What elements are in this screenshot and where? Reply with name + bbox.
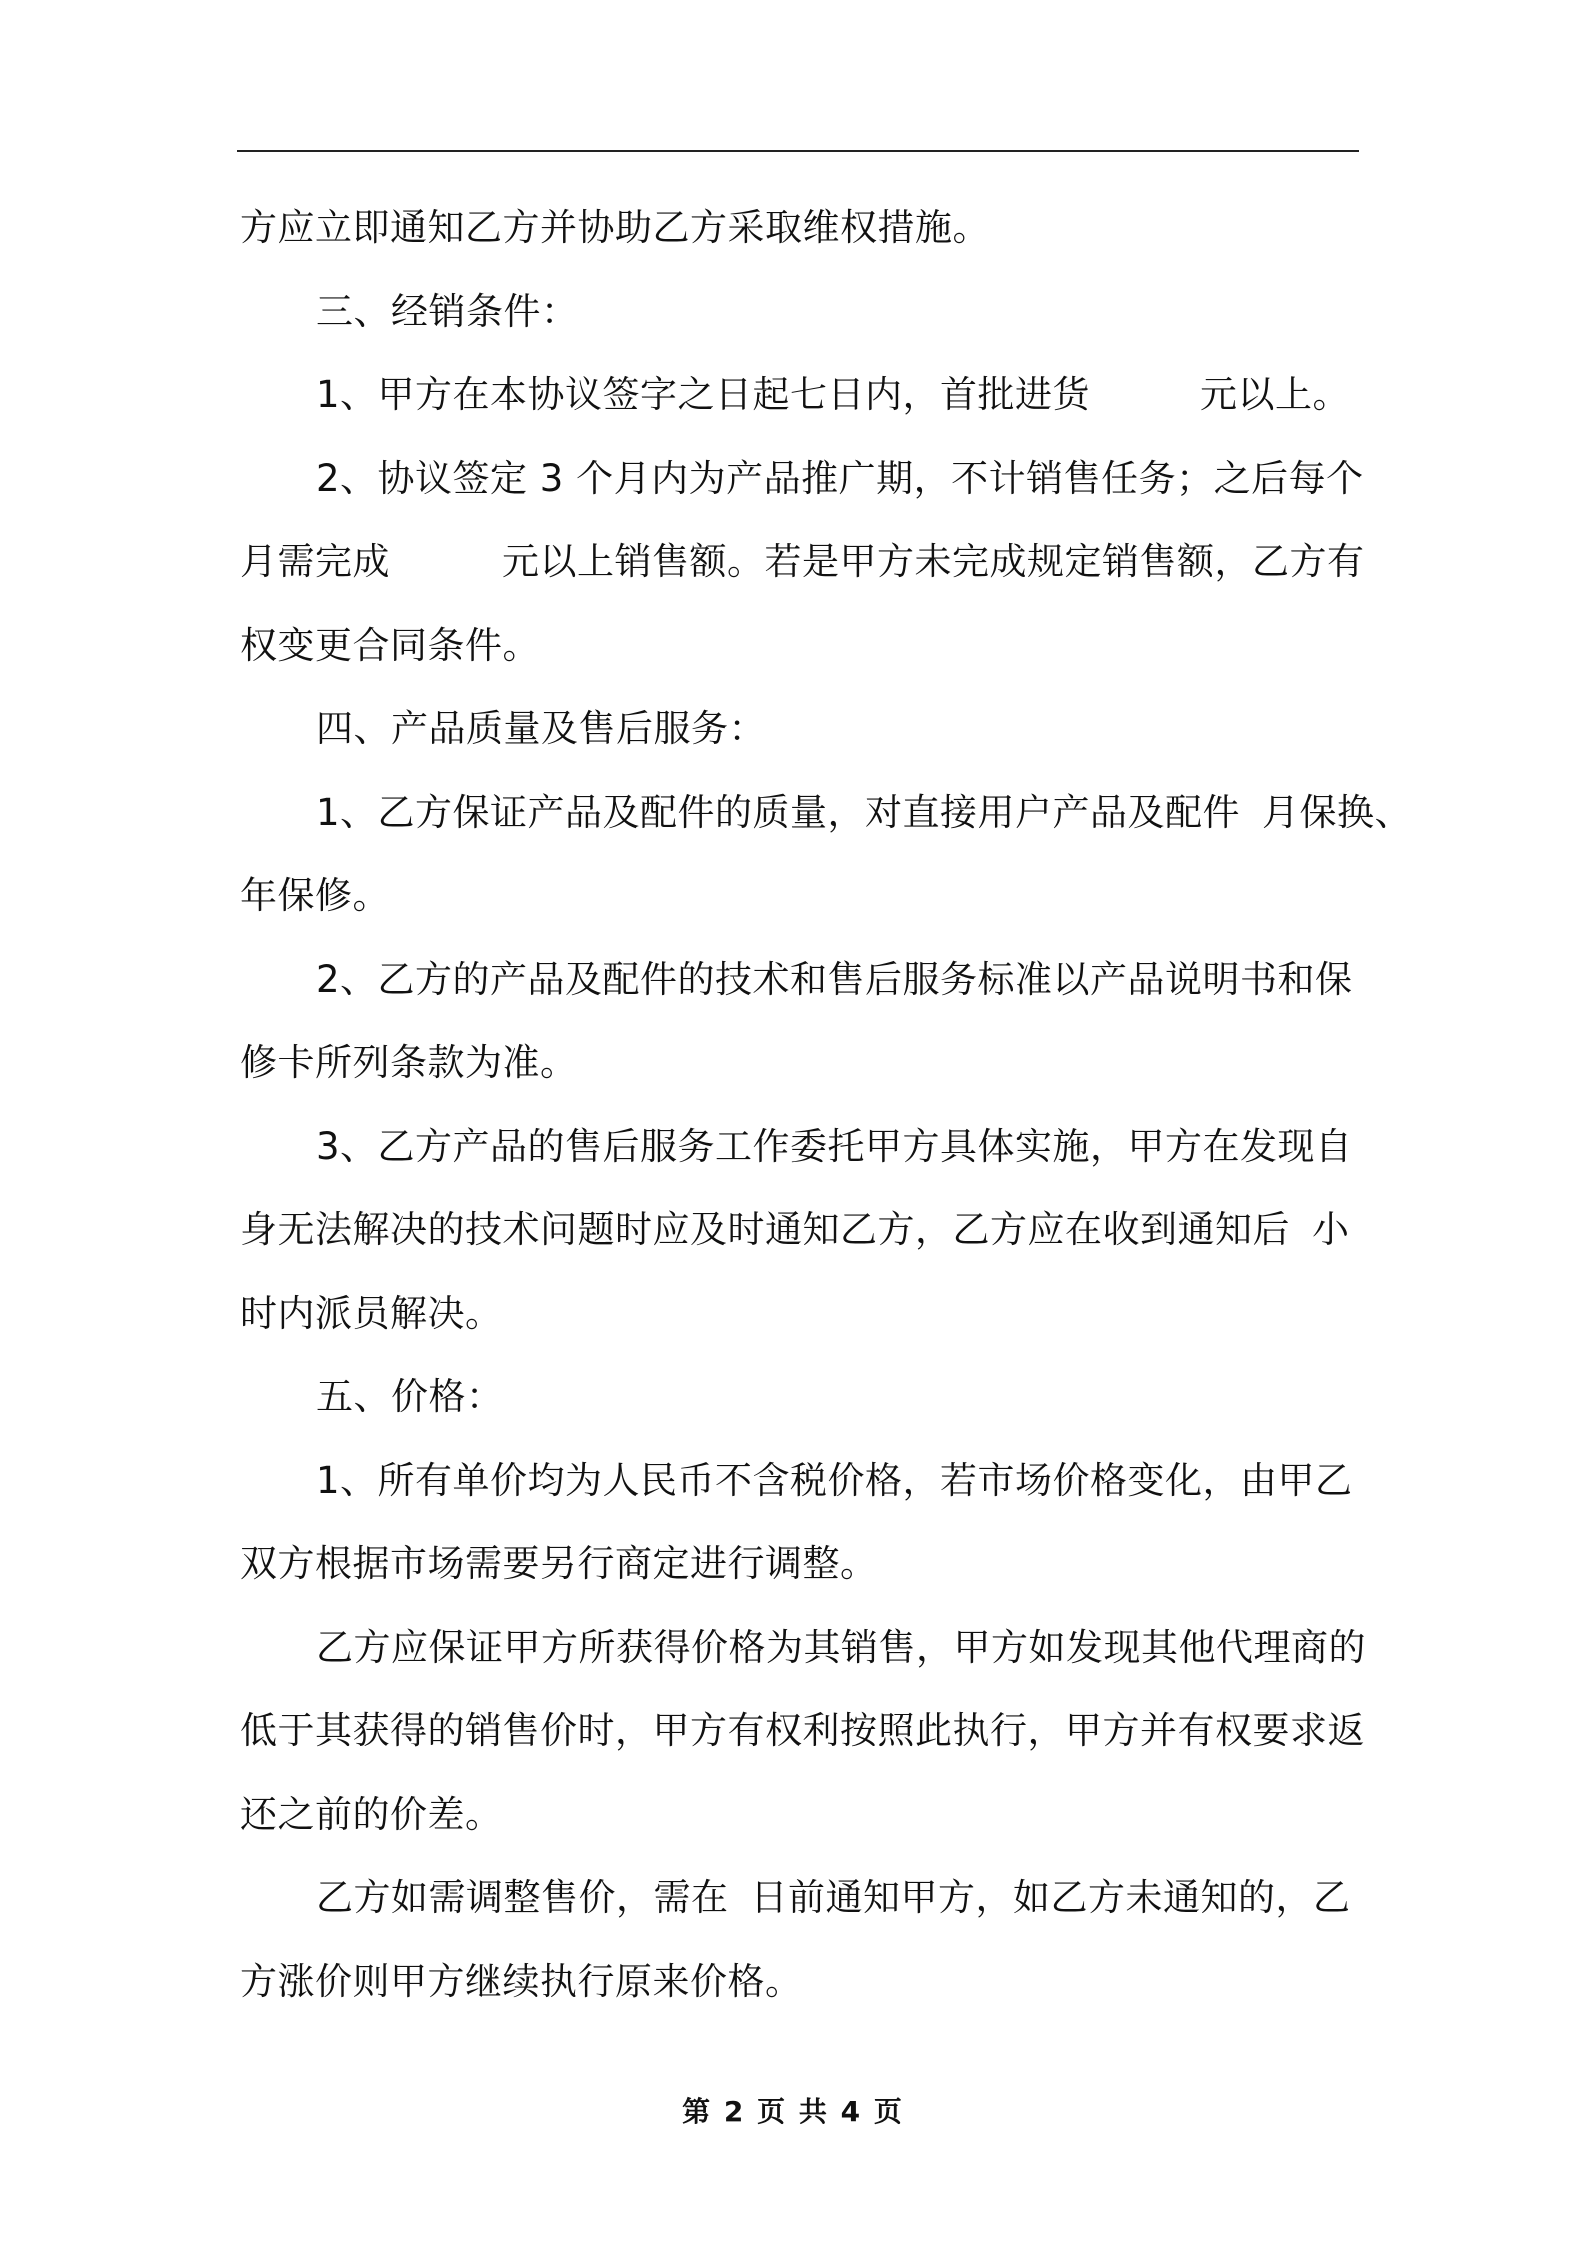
text-span: 年保修。: [240, 874, 390, 917]
text-line: [240, 854, 1360, 938]
text-line: [240, 938, 1360, 1022]
text-span: 小: [1312, 1208, 1350, 1251]
text-line: [240, 186, 1360, 270]
section-heading-quality-service: [240, 687, 1360, 771]
text-span: 乙方如需调整售价，需在: [316, 1876, 729, 1919]
text-line: [240, 1522, 1360, 1606]
text-span: 2、乙方的产品及配件的技术和售后服务标准以产品说明书和保: [316, 957, 1353, 1001]
text-line: [240, 1188, 1360, 1272]
text-span: 修卡所列条款为准。: [240, 1041, 578, 1084]
text-span: 1、所有单价均为人民币不含税价格，若市场价格变化，由甲乙: [316, 1458, 1353, 1502]
header-rule: [237, 150, 1359, 152]
text-line: [240, 1689, 1365, 1773]
text-span: 方应立即通知乙方并协助乙方采取维权措施。: [240, 206, 990, 249]
text-span: 1、乙方保证产品及配件的质量，对直接用户产品及配件: [316, 790, 1241, 834]
text-line: [240, 1940, 1360, 2024]
text-span: 低于其获得的销售价时，甲方有权利按照此执行，甲方并有权要求返: [240, 1709, 1365, 1752]
text-span: 五、价格：: [316, 1375, 504, 1418]
text-span: 日前通知甲方，如乙方未通知的，乙: [750, 1876, 1351, 1919]
text-span: 月需完成: [240, 540, 390, 583]
text-line: [240, 1272, 1360, 1356]
text-span: 权变更合同条件。: [240, 623, 540, 667]
text-line: [240, 520, 1365, 604]
text-span: 双方根据市场需要另行商定进行调整。: [240, 1542, 878, 1585]
page-number-footer: 第 2 页 共 4 页: [682, 2095, 904, 2128]
text-line: [240, 1105, 1360, 1189]
text-span: 1、甲方在本协议签字之日起七日内，首批进货: [316, 373, 1091, 416]
text-line: [240, 1021, 1360, 1105]
text-span: 还之前的价差。: [240, 1792, 503, 1836]
section-heading-price: [240, 1355, 1360, 1439]
text-span: 四、产品质量及售后服务：: [316, 707, 766, 750]
text-line: [240, 353, 1360, 437]
text-line: [240, 437, 1364, 521]
section-heading-sales-terms: [240, 270, 1360, 354]
text-line: [240, 771, 1413, 855]
text-line: [240, 1606, 1366, 1690]
text-line: [240, 1439, 1360, 1523]
text-span: 方涨价则甲方继续执行原来价格。: [240, 1959, 803, 2003]
text-span: 乙方应保证甲方所获得价格为其销售，甲方如发现其他代理商的: [316, 1625, 1366, 1669]
text-span: 三、经销条件：: [316, 289, 579, 333]
text-span: 月保换、: [1262, 790, 1413, 834]
text-span: 2、协议签定 3 个月内为产品推广期，不计销售任务；之后每个: [316, 456, 1364, 500]
body-text: [240, 186, 1413, 2023]
text-line: [240, 1856, 1360, 1940]
text-span: 3、乙方产品的售后服务工作委托甲方具体实施，甲方在发现自: [316, 1124, 1353, 1168]
text-span: 身无法解决的技术问题时应及时通知乙方，乙方应在收到通知后: [240, 1208, 1290, 1251]
text-span: 元以上。: [1200, 373, 1351, 416]
text-span: 元以上销售额。若是甲方未完成规定销售额，乙方有: [502, 540, 1365, 583]
text-span: 时内派员解决。: [240, 1291, 503, 1335]
text-line: [240, 604, 1360, 688]
text-line: [240, 1773, 1360, 1857]
